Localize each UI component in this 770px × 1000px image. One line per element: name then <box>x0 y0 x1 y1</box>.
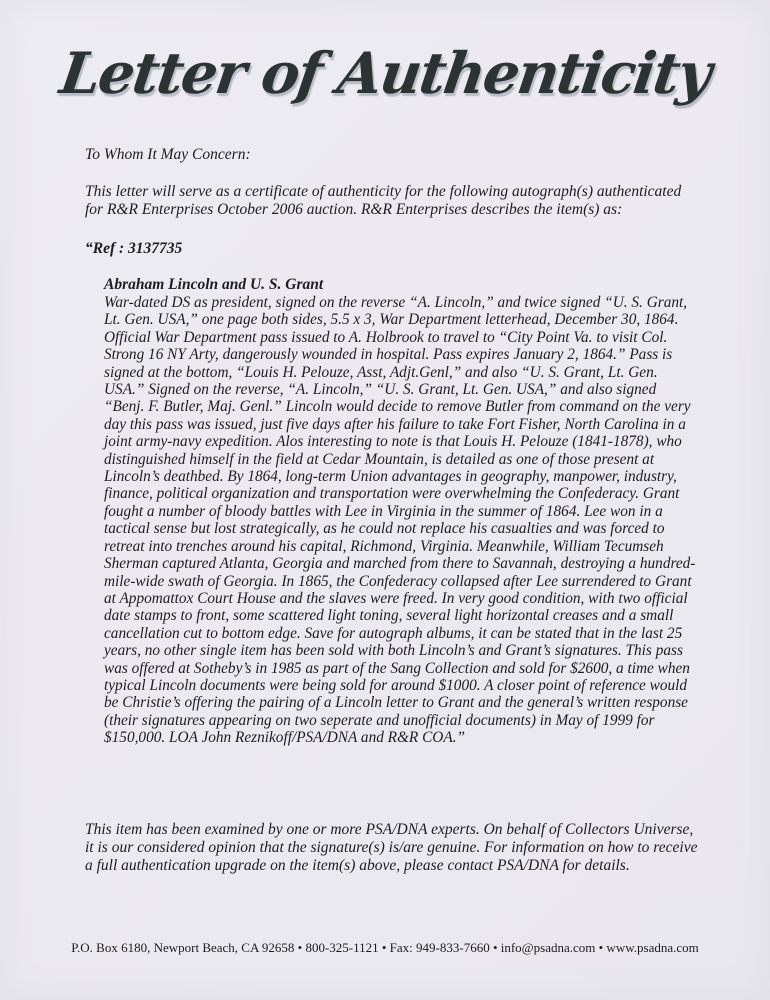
footer-contact-line: P.O. Box 6180, Newport Beach, CA 92658 • 800-325-1121 • Fax: 949-833-7660 • info@psadna.com • www.psadna.com <box>71 940 699 955</box>
intro-paragraph: This letter will serve as a certificate of authenticity for the following autograph(s) authenticated for R&R Enterprises October 2006 auction. R&R Enterprises describes the item(s) as: <box>85 183 682 218</box>
item-heading: Abraham Lincoln and U. S. Grant <box>104 276 324 293</box>
reference-number: “Ref : 3137735 <box>85 240 183 257</box>
closing-paragraph: This item has been examined by one or more PSA/DNA experts. On behalf of Collectors Universe, it is our considered opinion that the signature(s) is/are genuine. For information on how to receive a full authentication upgrade on the item(s) above, please contact PSA/DNA for details. <box>85 821 698 875</box>
salutation: To Whom It May Concern: <box>85 146 251 163</box>
item-description-paragraph: War-dated DS as president, signed on the reverse “A. Lincoln,” and twice signed “U. S. Grant, Lt. Gen. USA,” one page both sides, 5.5 x 3, War Department letterhead, December 30, 1864. Official War Department pass issued to A. Holbrook to travel to “City Point Va. to visit Col. Strong 16 NY Arty, dangerously wounded in hospital. Pass expires January 2, 1864.” Pass is signed at the bottom, “Louis H. Pelouze, Asst, Adjt.Genl,” and also “U. S. Grant, Lt. Gen. USA.” Signed on the reverse, “A. Lincoln,” “U. S. Grant, Lt. Gen. USA,” and also signed “Benj. F. Butler, Maj. Genl.” Lincoln would decide to remove Butler from command on the very day this pass was issued, just five days after his failure to take Fort Fisher, North Carolina in a joint army-navy expedition. Alos interesting to note is that Louis H. Pelouze (1841-1878), who distinguished himself in the field at Cedar Mountain, is detailed as one of those present at Lincoln’s deathbed. By 1864, long-term Union advantages in geography, manpower, industry, finance, political organization and transportation were overwhelming the Confederacy. Grant fought a number of bloody battles with Lee in Virginia in the summer of 1864. Lee won in a tactical sense but lost strategically, as he could not replace his casualties and was forced to retreat into trenches around his capital, Richmond, Virginia. Meanwhile, William Tecumseh Sherman captured Atlanta, Georgia and marched from there to Savannah, destroying a hundred-mile-wide swath of Georgia. In 1865, the Confederacy collapsed after Lee surrendered to Grant at Appomattox Court House and the slaves were freed. In very good condition, with two official date stamps to front, some scattered light toning, several light horizontal creases and a small cancellation cut to bottom edge. Save for autograph albums, it can be stated that in the last 25 years, no other single item has been sold with both Lincoln’s and Grant’s signatures. This pass was offered at Sotheby’s in 1985 as part of the Sang Collection and sold for $2600, a time when typical Lincoln documents were being sold for around $1000. A closer point of reference would be Christie’s offering the pairing of a Lincoln letter to Grant and the general’s written response (their signatures appearing on two seperate and unofficial documents) in May of 1999 for $150,000. LOA John Reznikoff/PSA/DNA and R&R COA.” <box>104 294 696 747</box>
document-title: Letter of Authenticity <box>56 40 714 107</box>
